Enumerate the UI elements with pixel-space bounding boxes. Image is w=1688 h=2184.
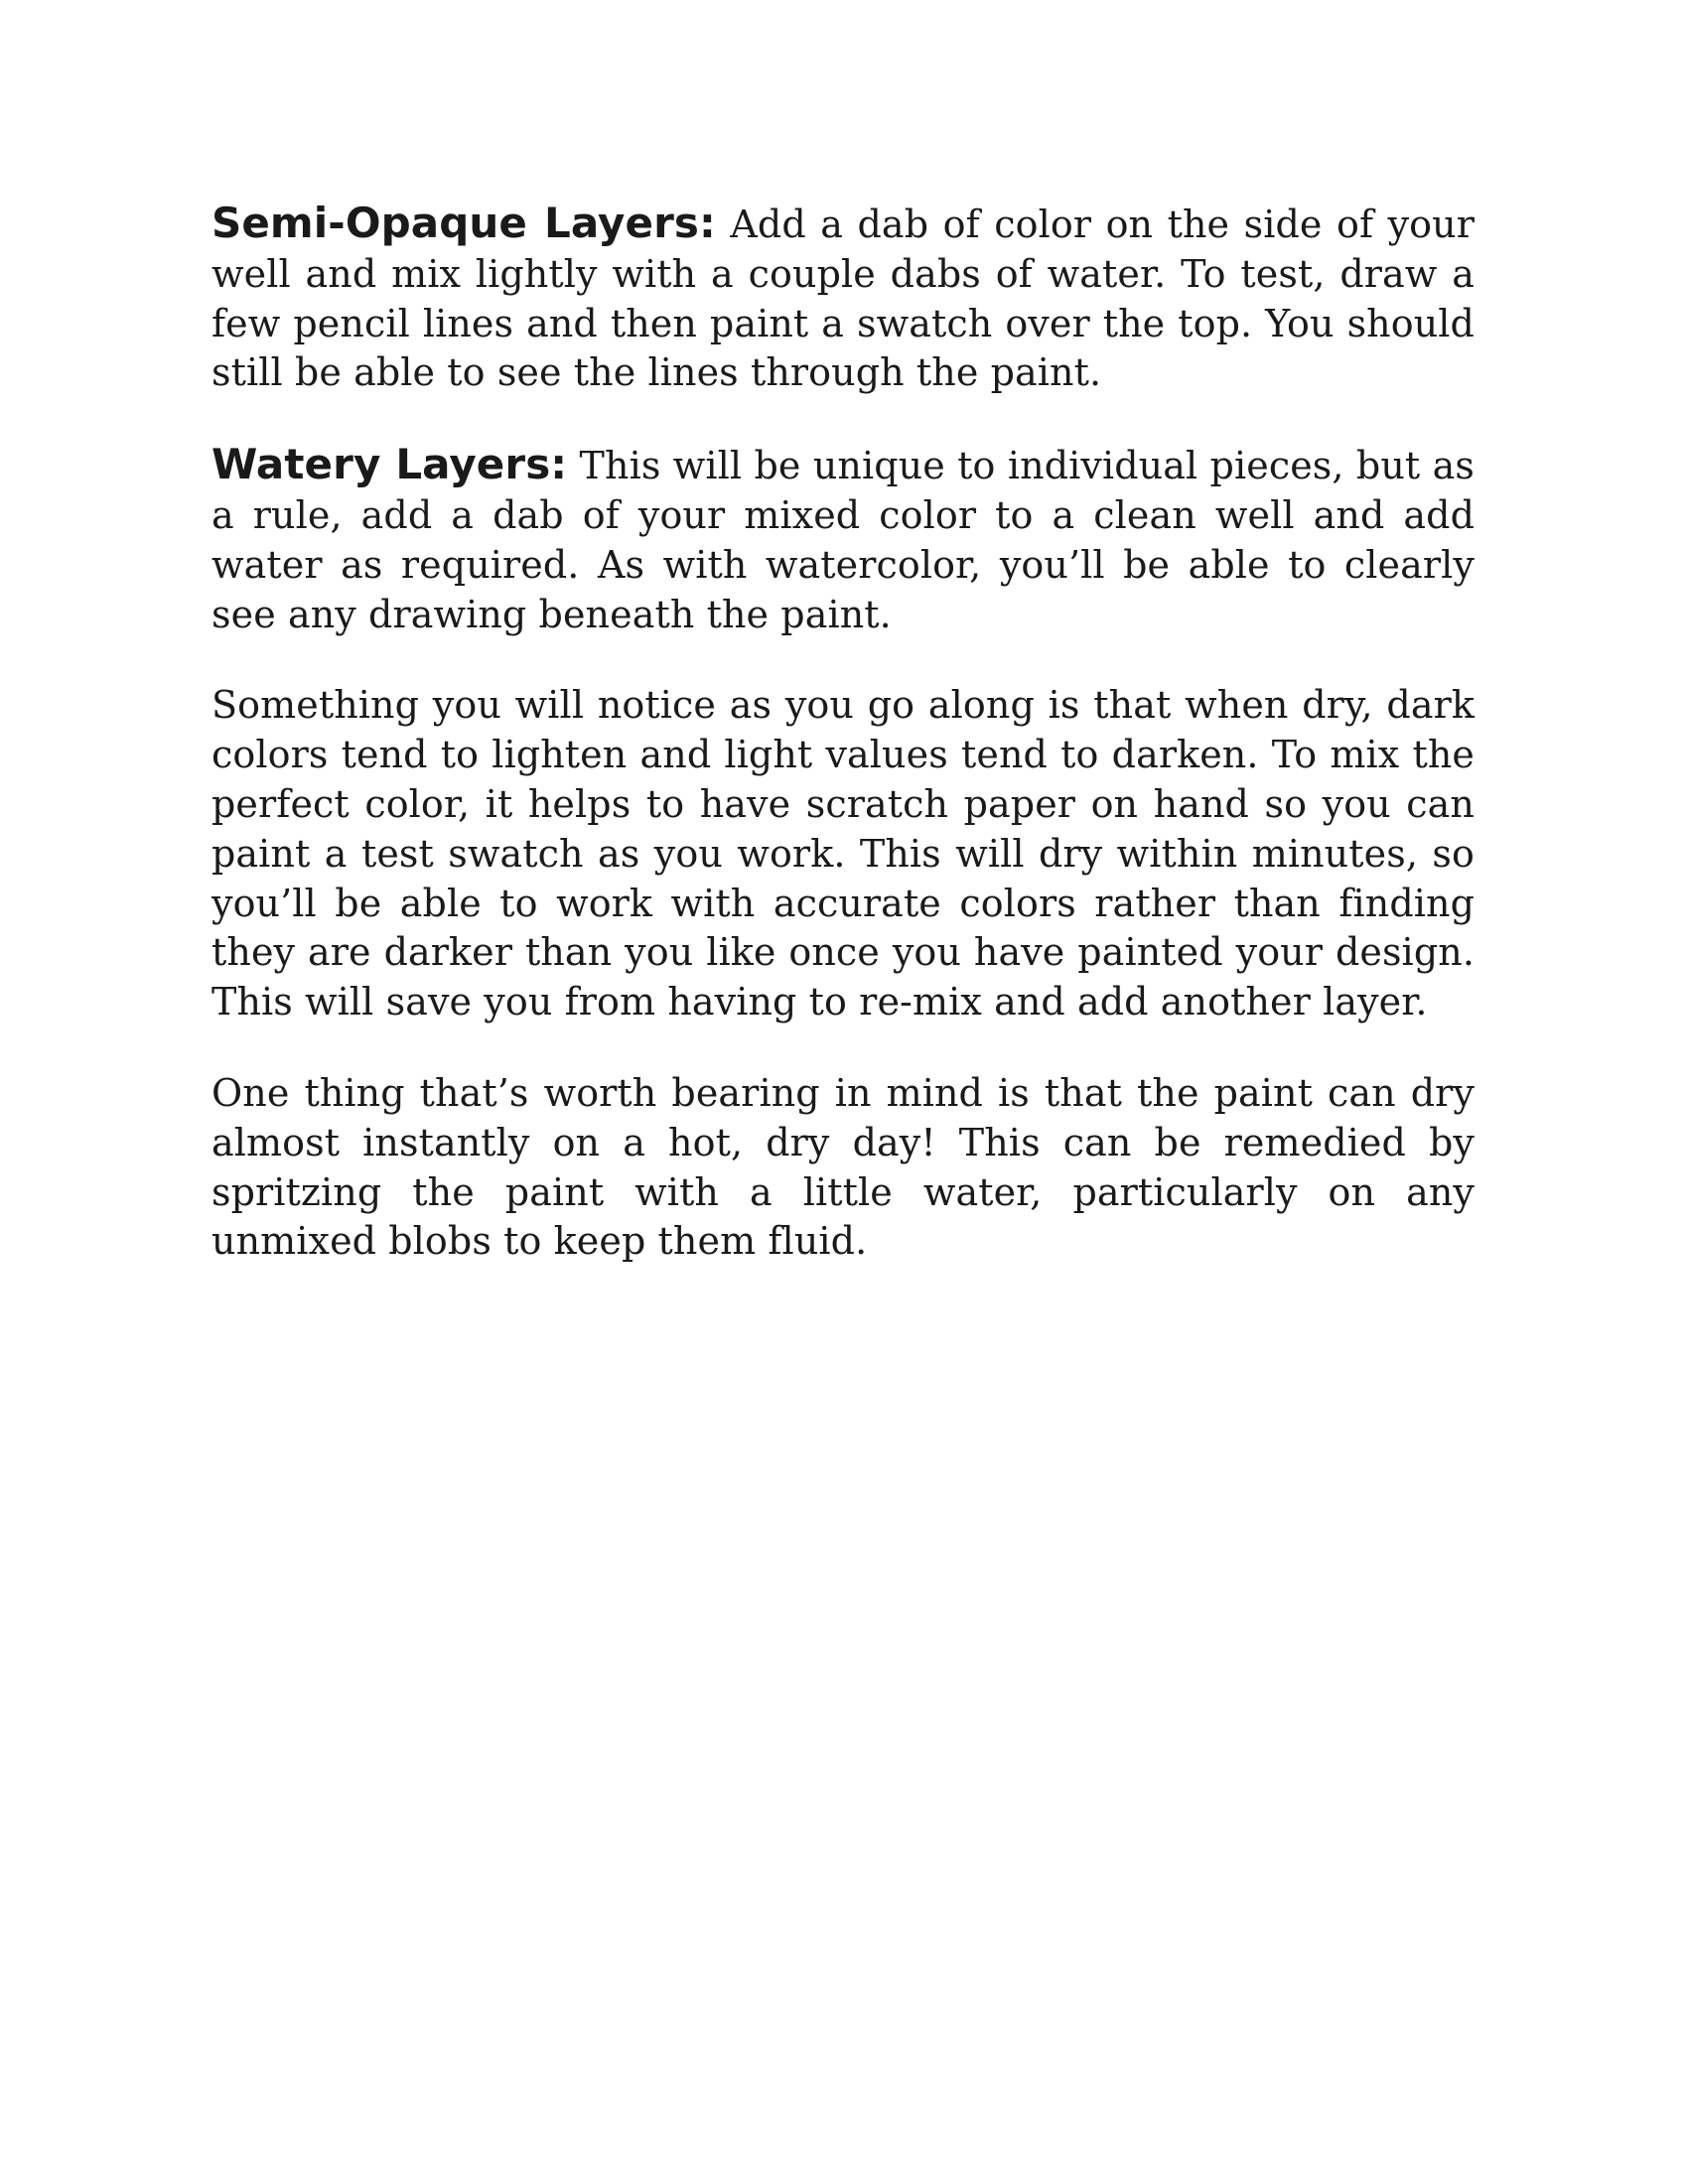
paragraph-body: One thing that’s worth bearing in mind is that the paint can dry almost instantly on a hot, dry day! This can be remedied by spritzing the paint with a little water, particularly on any unmixed blobs to keep them fluid. [211, 1070, 1475, 1264]
paragraph-heading: Watery Layers: [211, 440, 568, 489]
paragraph-drying-colors [211, 681, 1475, 1027]
paragraph-heading: Semi-Opaque Layers: [211, 199, 716, 247]
paragraph-body: This will be unique to individual pieces, but as a rule, add a dab of your mixed color to a clean well and add water as required. As with watercolor, you’ll be able to clearly see any drawing beneath the paint. [211, 444, 1475, 636]
page-content [211, 199, 1475, 1308]
paragraph-hot-dry-day [211, 1069, 1475, 1267]
paragraph-body: Add a dab of color on the side of your well and mix lightly with a couple dabs of water. To test, draw a few pencil lines and then paint a swatch over the top. You should still be able to see the lines through the paint. [211, 203, 1475, 395]
paragraph-semi-opaque-layers [211, 199, 1475, 398]
paragraph-body: Something you will notice as you go along is that when dry, dark colors tend to lighten and light values tend to darken. To mix the perfect color, it helps to have scratch paper on hand so you can paint a test swatch as you work. This will dry within minutes, so you’ll be able to work with accurate colors rather than finding they are darker than you like once you have painted your design. This will save you from having to re-mix and add another layer. [211, 683, 1475, 1024]
paragraph-watery-layers [211, 440, 1475, 639]
